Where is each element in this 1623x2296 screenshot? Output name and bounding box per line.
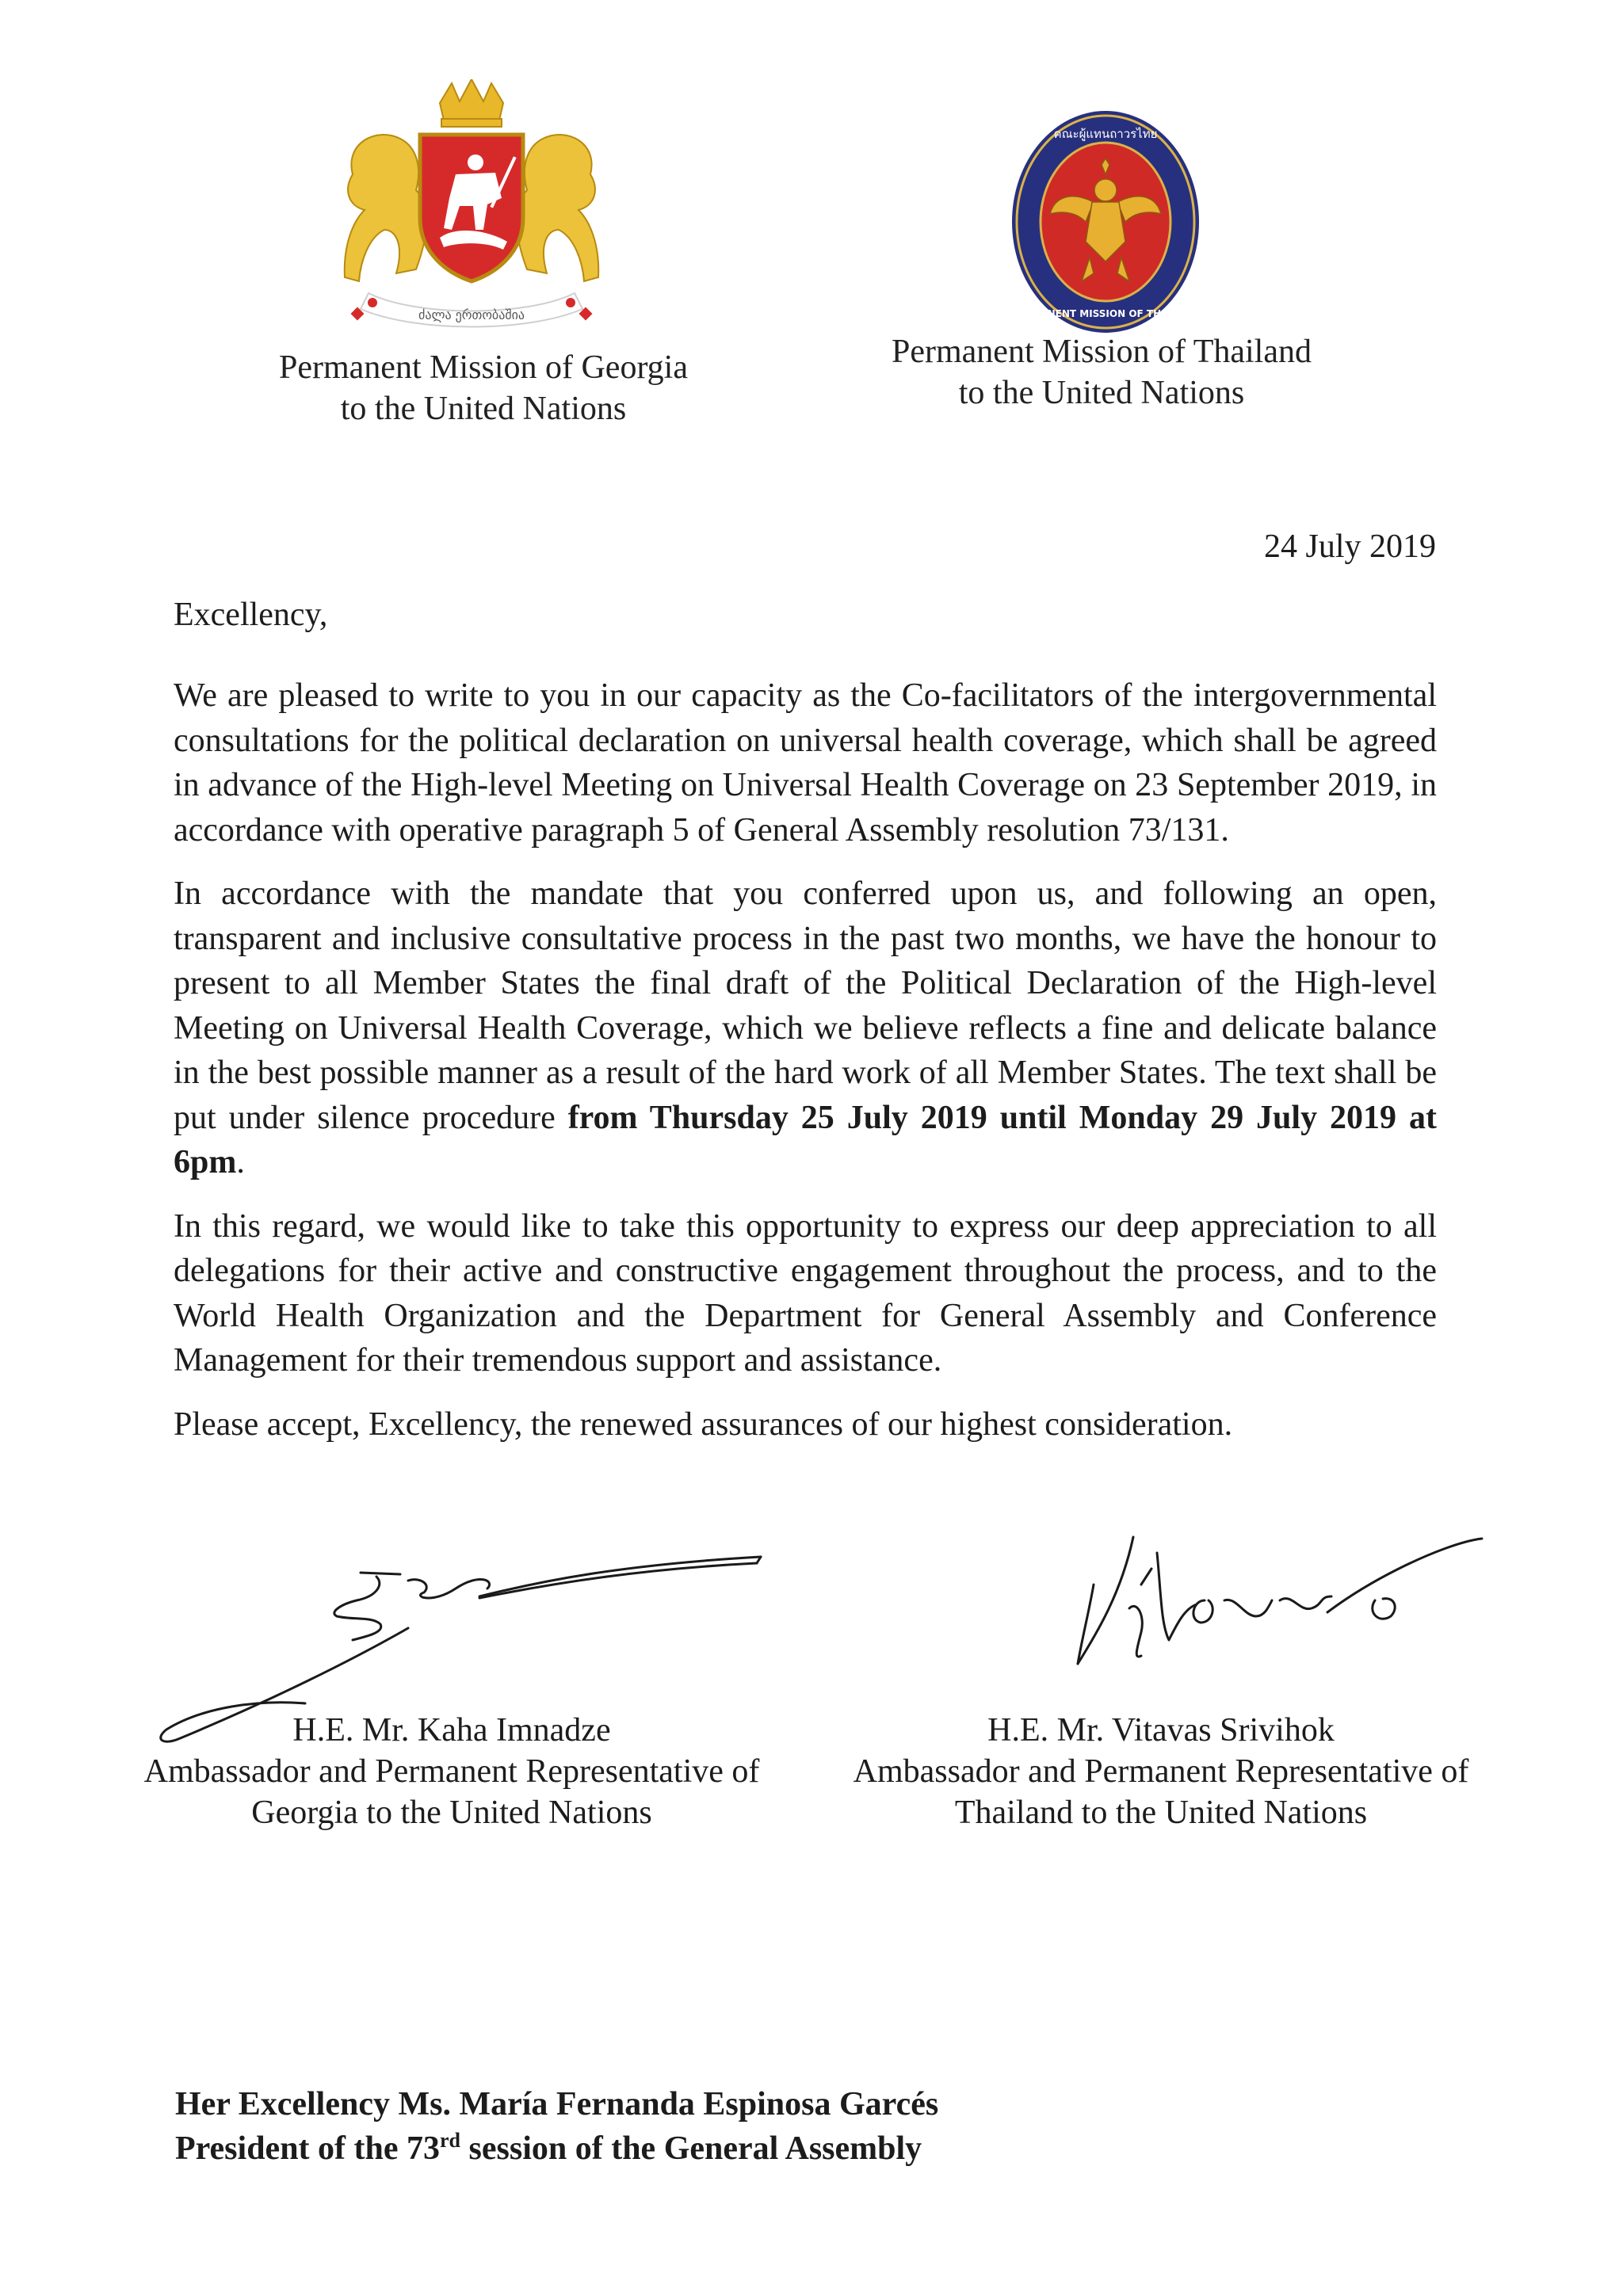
paragraph-2-text: In accordance with the mandate that you conferred upon us, and following an open, transparent and inclusive consultative process in the past two months, we have the honour to present to all Member States the final draft of the Political Declaration of the High-level Meeting on Universal Health Coverage, which we believe reflects a fine and delicate balance in the best possible manner as a result of the hard work of all Member States. The text shall be put under silence procedure bbox=[174, 875, 1437, 1136]
paragraph-2 bbox=[174, 871, 1437, 1185]
closing-line: Please accept, Excellency, the renewed assurances of our highest consideration. bbox=[174, 1405, 1233, 1443]
silence-procedure-dates: from Thursday 25 July 2019 until Monday 29 July 2019 at 6pm bbox=[174, 1099, 1437, 1180]
letter-date: 24 July 2019 bbox=[1263, 528, 1436, 565]
paragraph-1: We are pleased to write to you in our capacity as the Co-facilitators of the intergovernmental consultations for the political declaration on universal health coverage, which shall be agreed in advance of the High-level Meeting on Universal Health Coverage on 23 September 2019, in accordance with operative paragraph 5 of General Assembly resolution 73/131. bbox=[174, 677, 1437, 849]
georgia-mission-line1: Permanent Mission of Georgia bbox=[279, 349, 688, 386]
georgia-mission-heading bbox=[238, 347, 729, 429]
addressee-title-prefix: President of the 73 bbox=[175, 2130, 441, 2167]
ordinal-suffix: rd bbox=[440, 2129, 461, 2152]
signatory-title-georgia: Ambassador and Permanent Representative of bbox=[143, 1753, 760, 1790]
thailand-mission-line2: to the United Nations bbox=[958, 375, 1245, 411]
letter-body bbox=[174, 673, 1437, 1466]
thailand-mission-line1: Permanent Mission of Thailand bbox=[892, 334, 1312, 370]
thailand-seal-bottom-text: PERMANENT MISSION OF THAILAND bbox=[1010, 308, 1201, 319]
addressee-block bbox=[175, 2082, 938, 2171]
paragraph-3: In this regard, we would like to take this opportunity to express our deep appreciation to all delegations for their active and constructive engagement throughout the process, and to the World Health Organization and the Department for General Assembly and Conference Management for their tremendous support and assistance. bbox=[174, 1207, 1437, 1379]
signatory-name-georgia: H.E. Mr. Kaha Imnadze bbox=[292, 1712, 611, 1749]
salutation: Excellency, bbox=[174, 597, 328, 633]
signatory-block-thailand bbox=[812, 1710, 1510, 1833]
handwritten-signature-srivihok-icon bbox=[1066, 1521, 1486, 1680]
signatory-name-thailand: H.E. Mr. Vitavas Srivihok bbox=[987, 1712, 1335, 1749]
thailand-garuda-seal-icon bbox=[1006, 103, 1205, 341]
addressee-title bbox=[175, 2126, 938, 2171]
georgia-mission-line2: to the United Nations bbox=[340, 391, 627, 427]
signatory-title-thailand: Ambassador and Permanent Representative of bbox=[853, 1753, 1469, 1790]
addressee-name: Her Excellency Ms. María Fernanda Espinosa Garcés bbox=[175, 2086, 939, 2122]
paragraph-2-end: . bbox=[236, 1144, 245, 1180]
georgia-coat-of-arms-icon bbox=[321, 79, 622, 333]
signatory-country-georgia: Georgia to the United Nations bbox=[251, 1794, 652, 1831]
georgia-motto-text: ძალა ერთობაშია bbox=[418, 307, 525, 322]
thailand-seal-top-text: คณะผู้แทนถาวรไทย bbox=[1053, 127, 1158, 141]
signatory-block-georgia bbox=[111, 1710, 792, 1833]
addressee-title-suffix: session of the General Assembly bbox=[460, 2130, 922, 2167]
thailand-mission-heading bbox=[848, 331, 1355, 414]
signatory-country-thailand: Thailand to the United Nations bbox=[954, 1794, 1368, 1831]
